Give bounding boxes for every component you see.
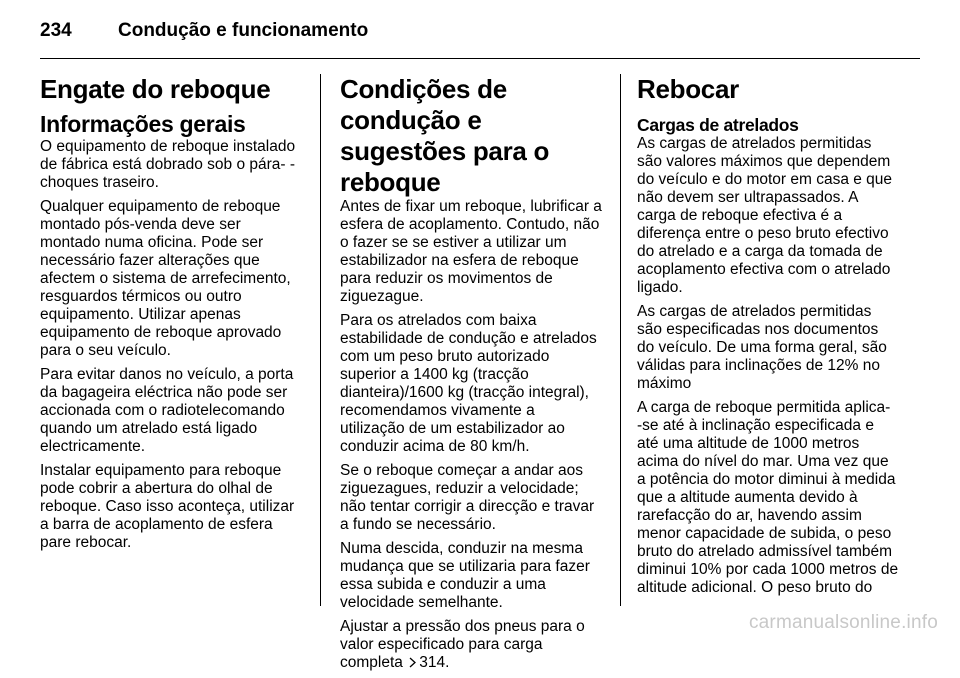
column-1 (40, 74, 302, 558)
subsection-title-cargas: Cargas de atrelados (637, 115, 799, 135)
paragraph: Se o reboque começar a andar aos ziguezagues, reduzir a velocidade; não tentar corrigir a direcção e travar a fundo se necessário. (340, 462, 595, 533)
paragraph: As cargas de atrelados permitidas são especificadas nos documentos do veículo. De uma forma geral, são válidas para inclinações de 12% no máximo (637, 303, 887, 392)
paragraph: Antes de fixar um reboque, lubrificar a esfera de acoplamento. Contudo, não o fazer se se estiver a utilizar um estabilizador na esfera de reboque para reduzir os movimentos de ziguezague. (340, 198, 602, 305)
paragraph-tire-pressure (340, 618, 602, 672)
page-reference-link[interactable]: 314. (419, 654, 450, 671)
page-number: 234 (40, 20, 72, 41)
column-3 (637, 74, 899, 603)
running-title: Condução e funcionamento (118, 20, 369, 41)
paragraph: Para evitar danos no veículo, a porta da bagageira eléctrica não pode ser accionada com o radiotelecomando quando um atrelado está ligado electricamente. (40, 366, 294, 455)
section-title-rebocar: Rebocar (637, 74, 739, 104)
paragraph: As cargas de atrelados permitidas são valores máximos que dependem do veículo e do motor em casa e que não devem ser ultrapassados. A carga de reboque efectiva é a diferença entre o peso bruto efectivo do atrelado e a carga da tomada de acoplamento efectiva com o atrelado ligado. (637, 135, 893, 296)
paragraph: A carga de reboque permitida aplica- -se até à inclinação especificada e até uma altitude de 1000 metros acima do nível do mar. Uma vez que a potência do motor diminui à medida que a altitude aumenta devido à rarefacção do ar, havendo assim menor capacidade de subida, o peso bruto do atrelado admissível também diminui 10% por cada 1000 metros de altitude adicional. O peso bruto do (637, 399, 899, 596)
paragraph: Instalar equipamento para reboque pode cobrir a abertura do olhal de reboque. Caso isso aconteça, utilizar a barra de acoplamento de esfera pare rebocar. (40, 462, 295, 551)
section-title-engate: Engate do reboque (40, 74, 271, 104)
paragraph-text: Ajustar a pressão dos pneus para o valor especificado para carga completa (340, 618, 585, 671)
paragraph: Qualquer equipamento de reboque montado pós-venda deve ser montado numa oficina. Pode ser necessário fazer alterações que afectem o sistema de arrefecimento, resguardos térmicos ou outro equipamento. Utilizar apenas equipamento de reboque aprovado para o seu veículo. (40, 198, 291, 359)
watermark: carmanualsonline.info (748, 612, 938, 633)
section-title-condicoes: Condições de condução e sugestões para o reboque (340, 74, 550, 197)
subsection-title-informacoes: Informações gerais (40, 111, 246, 137)
paragraph: Para os atrelados com baixa estabilidade de condução e atrelados com um peso bruto autorizado superior a 1400 kg (tracção dianteira)/1600 kg (tracção integral), recomendamos vivamente a utilização de um estabilizador ao conduzir acima de 80 km/h. (340, 312, 597, 455)
column-divider (620, 74, 621, 606)
page-header (40, 18, 920, 48)
column-divider (320, 74, 321, 606)
paragraph: O equipamento de reboque instalado de fábrica está dobrado sob o pára- -choques traseiro. (40, 138, 296, 191)
page-reference-arrow-icon (409, 657, 416, 668)
header-rule (40, 58, 920, 59)
column-2 (340, 74, 602, 678)
paragraph: Numa descida, conduzir na mesma mudança que se utilizaria para fazer essa subida e conduzir a uma velocidade semelhante. (340, 540, 590, 611)
